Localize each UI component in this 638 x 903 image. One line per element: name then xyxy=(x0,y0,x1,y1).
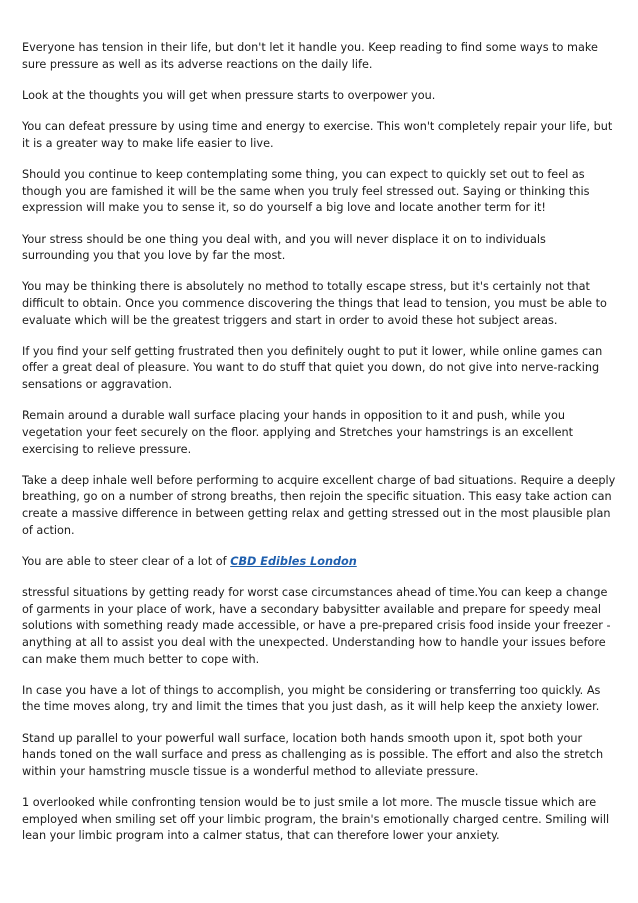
paragraph-8: Remain around a durable wall surface placing your hands in opposition to it and push, while you vegetation your feet securely on the floor. applying and Stretches your hamstrings is an excellent exercising to relieve pressure. xyxy=(22,409,574,456)
paragraph-12: In case you have a lot of things to accomplish, you might be considering or transferring too quickly. As the time moves along, try and limit the times that you just dash, as it will help keep the anxiety lower. xyxy=(22,683,601,714)
paragraph-14: 1 overlooked while confronting tension would be to just smile a lot more. The muscle tissue which are employed when smiling set off your limbic program, the brain's emotionally charged centre. Smiling will lean your limbic program into a calmer status, that can therefore lower your anxiety. xyxy=(22,796,610,843)
paragraph-3: You can defeat pressure by using time and energy to exercise. This won't completely repair your life, but it is a greater way to make life easier to live. xyxy=(22,120,613,150)
paragraph-4: Should you continue to keep contemplating some thing, you can expect to quickly set out to feel as though you are famished it will be the same when you truly feel stressed out. Saying or thinking this expression will make you to sense it, so do yourself a big love and locate another term for it! xyxy=(22,168,590,215)
cbd-edibles-link[interactable]: CBD Edibles London xyxy=(230,554,357,568)
paragraph-6: You may be thinking there is absolutely no method to totally escape stress, but it's certainly not that difficult to obtain. Once you commence discovering the things that lead to tension, you must be able to evaluate which will be the greatest triggers and start in order to avoid these hot subject areas. xyxy=(22,280,607,327)
link-paragraph xyxy=(22,554,616,571)
paragraph-13: Stand up parallel to your powerful wall surface, location both hands smooth upon it, spot both your hands toned on the wall surface and press as challenging as is possible. The effort and also the stretch within your hamstring muscle tissue is a wonderful method to alleviate pressure. xyxy=(22,731,604,778)
paragraph-1: Everyone has tension in their life, but don't let it handle you. Keep reading to find some ways to make sure pressure as well as its adverse reactions on the daily life. xyxy=(22,41,598,71)
link-paragraph-prefix: You are able to steer clear of a lot of xyxy=(22,554,231,568)
paragraph-11: stressful situations by getting ready for worst case circumstances ahead of time.You can keep a change of garments in your place of work, have a secondary babysitter available and prepare for speedy meal solutions with something ready made accessible, or have a pre-prepared crisis food inside your freezer - anything at all to assist you deal with the unexpected. Understanding how to handle your issues before can make them much better to cope with. xyxy=(22,586,611,666)
paragraph-7: If you find your self getting frustrated then you definitely ought to put it lower, while online games can offer a great deal of pleasure. You want to do stuff that quiet you down, do not give into nerve-racking sensations or aggravation. xyxy=(22,344,603,392)
paragraph-9: Take a deep inhale well before performing to acquire excellent charge of bad situations. Require a deeply breathing, go on a number of strong breaths, then rejoin the specific situation. This easy take action can create a massive difference in between getting relax and getting stressed out in the most plausible plan of action. xyxy=(22,473,616,537)
paragraph-5: Your stress should be one thing you deal with, and you will never displace it on to individuals surrounding you that you love by far the most. xyxy=(22,232,546,263)
paragraph-2: Look at the thoughts you will get when pressure starts to overpower you. xyxy=(22,88,436,102)
